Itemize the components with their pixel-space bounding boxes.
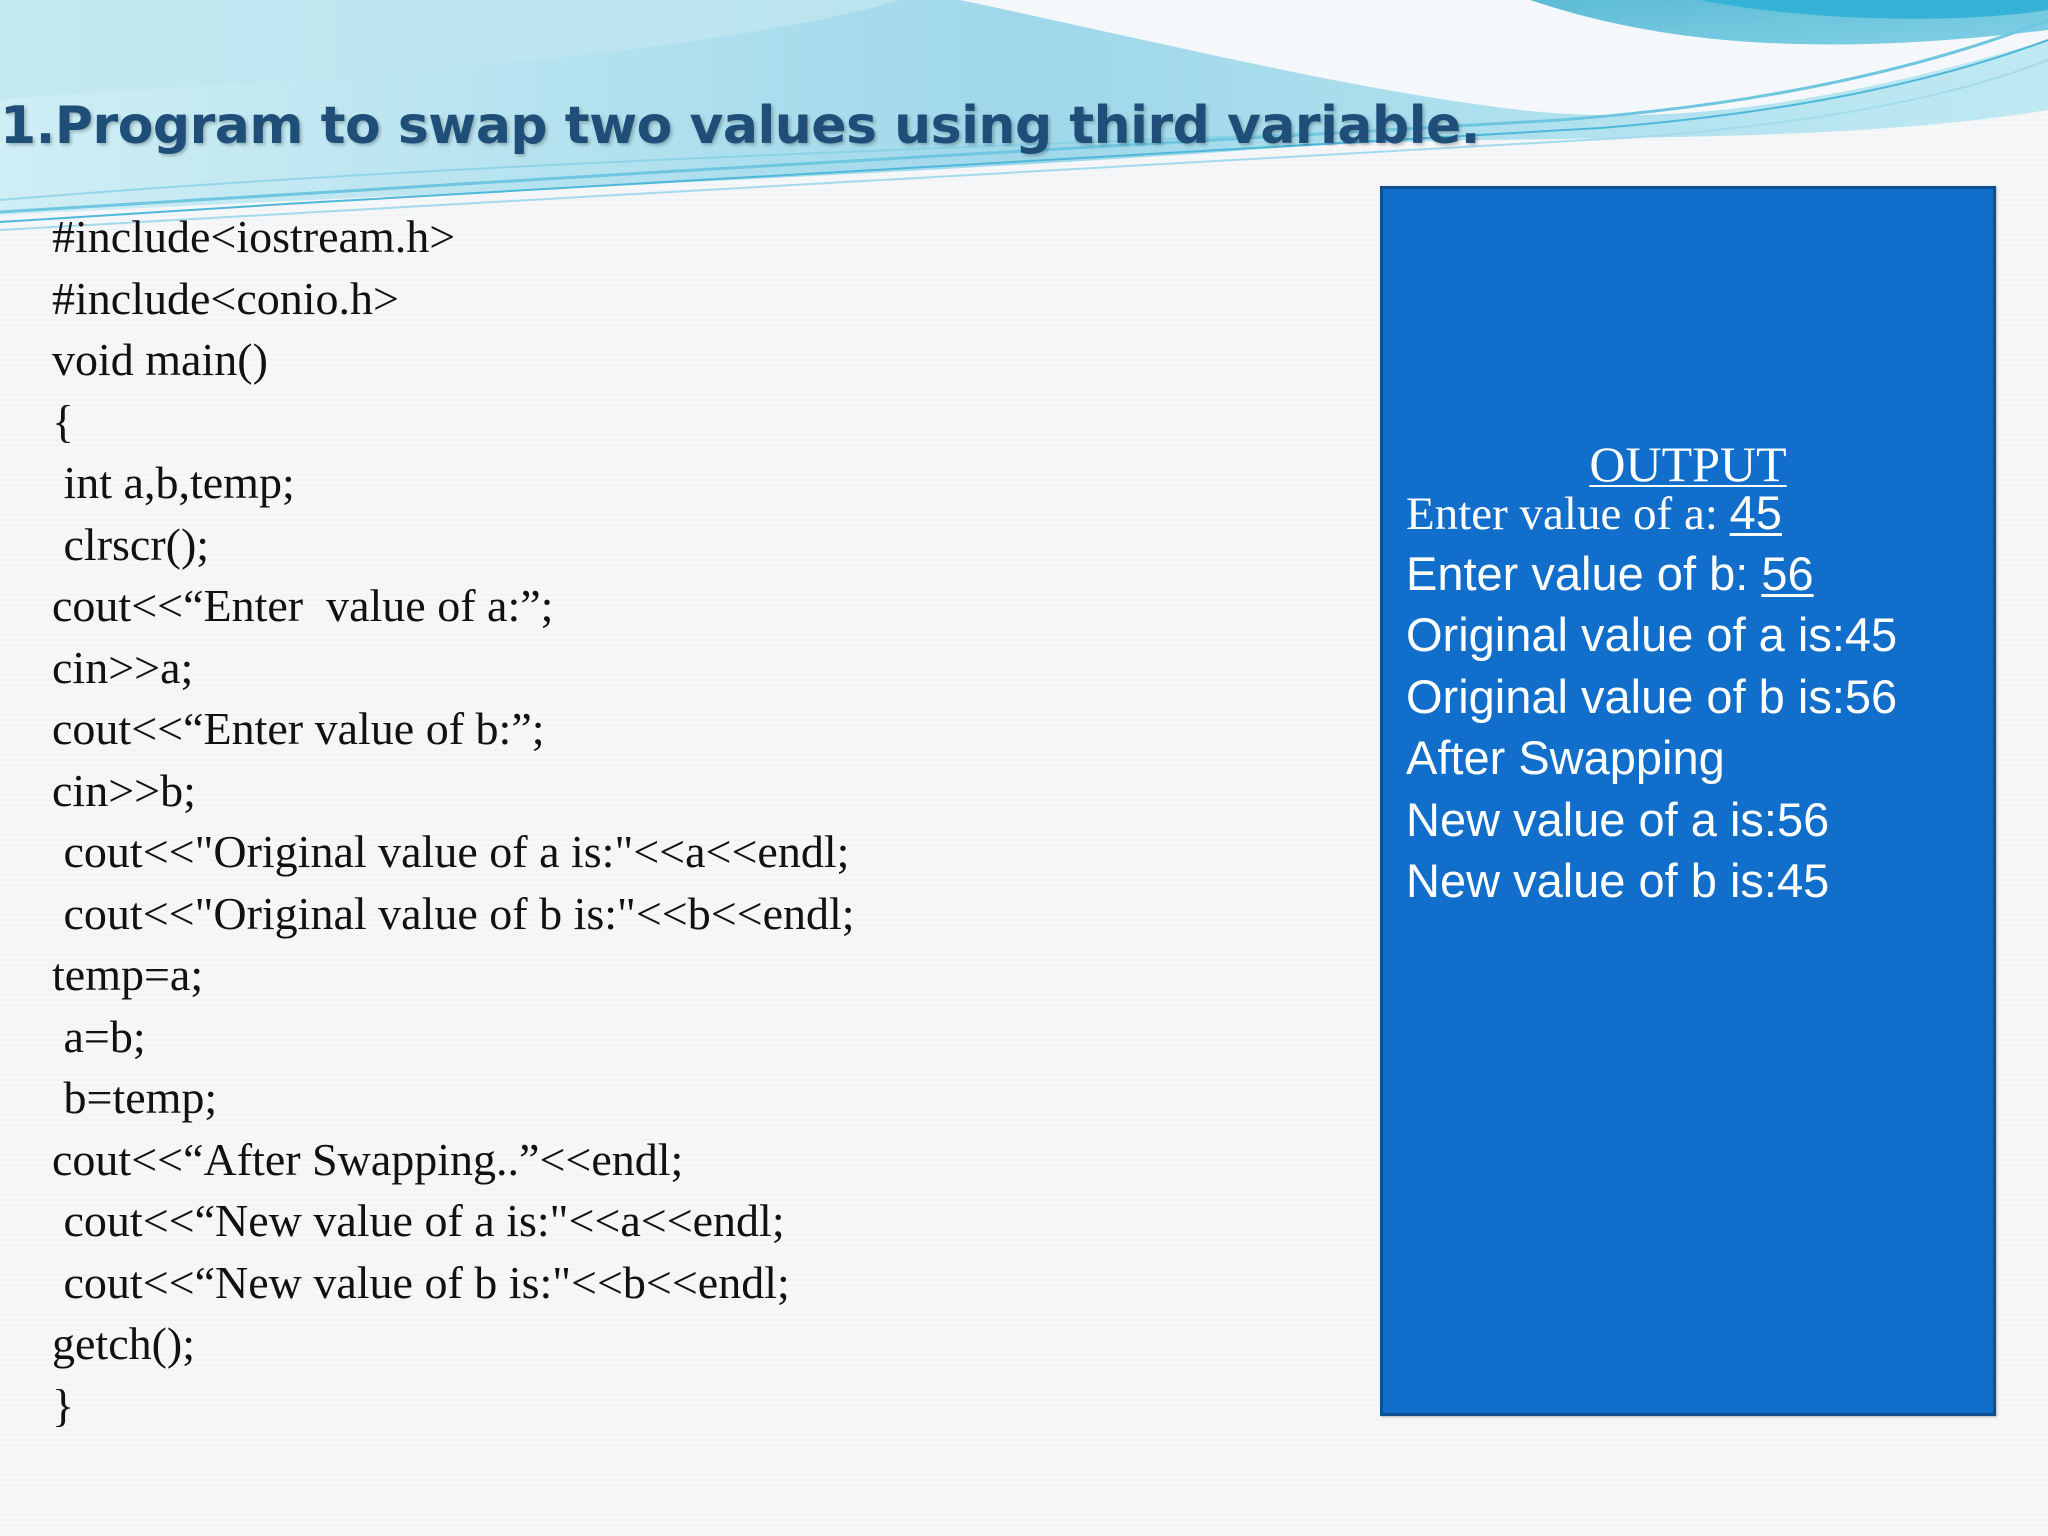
enter-a-value: 45 — [1729, 486, 1782, 539]
code-line: cin>>b; — [52, 764, 196, 816]
code-line: getch(); — [52, 1318, 196, 1369]
code-line: cout<<“Enter value of b:”; — [52, 703, 545, 754]
output-panel — [1380, 186, 1996, 1416]
code-line: clrscr(); — [52, 518, 210, 570]
code-line: #include<conio.h> — [52, 272, 399, 324]
code-line: a=b; — [52, 1010, 146, 1062]
code-line: } — [52, 1379, 75, 1431]
output-line-original-a: Original value of a is:45 — [1406, 608, 1898, 661]
code-line: { — [52, 395, 75, 447]
code-line: b=temp; — [52, 1072, 218, 1123]
code-line: cout<<“New value of a is:"<<a<<endl; — [52, 1195, 785, 1246]
output-line-new-b: New value of b is:45 — [1406, 854, 1830, 907]
enter-b-value: 56 — [1761, 547, 1814, 600]
code-line: void main() — [52, 334, 268, 385]
code-line: cout<<“New value of b is:"<<b<<endl; — [52, 1256, 790, 1308]
enter-a-prompt: Enter value of a: — [1406, 488, 1730, 540]
output-line-enter-b — [1406, 546, 1814, 601]
code-line: cout<<"Original value of a is:"<<a<<endl; — [52, 826, 850, 877]
code-line: temp=a; — [52, 949, 204, 1000]
code-line: int a,b,temp; — [52, 457, 295, 508]
output-line-after-swapping: After Swapping — [1406, 731, 1725, 784]
code-line: cin>>a; — [52, 641, 194, 693]
code-line: cout<<“After Swapping..”<<endl; — [52, 1133, 684, 1185]
code-line: cout<<"Original value of b is:"<<b<<endl; — [52, 887, 855, 939]
output-title: OUTPUT — [1589, 436, 1787, 492]
code-listing — [52, 206, 855, 1436]
output-line-original-b: Original value of b is:56 — [1406, 670, 1898, 723]
enter-b-prompt: Enter value of b: — [1406, 547, 1762, 600]
output-line-new-a: New value of a is:56 — [1406, 793, 1830, 846]
output-line-enter-a — [1406, 485, 1782, 541]
code-line: cout<<“Enter value of a:”; — [52, 580, 554, 631]
code-line: #include<iostream.h> — [52, 211, 456, 262]
slide-title: 1.Program to swap two values using third variable. — [0, 96, 1481, 156]
